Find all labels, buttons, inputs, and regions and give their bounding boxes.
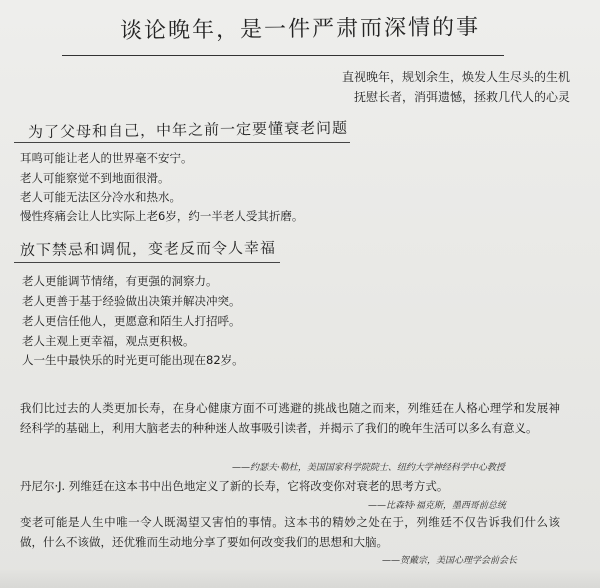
section-1-item: 慢性疼痛会让人比实际上老6岁，约一半老人受其折磨。	[20, 209, 304, 223]
section-2-item: 人一生中最快乐的时光更可能出现在82岁。	[22, 353, 244, 367]
section-2-underline	[14, 262, 280, 263]
tagline-line-2: 抚慰长者，消弭遗憾，拯救几代人的心灵	[353, 90, 570, 104]
quote-3-attribution: ——贺戴宗，美国心理学会前会长	[382, 556, 518, 566]
page-shadow	[0, 568, 600, 588]
quote-1-text: 我们比过去的人类更加长寿，在身心健康方面不可逃避的挑战也随之而来，列维廷在人格心理学和发展神经科学的基础上，利用大脑老去的种种迷人故事吸引读者，并揭示了我们的晚年生活可以多么有意义。	[20, 401, 560, 435]
section-1-item: 耳鸣可能让老人的世界毫不安宁。	[20, 151, 193, 165]
section-1-underline	[14, 142, 350, 143]
section-2-item: 老人更信任他人，更愿意和陌生人打招呼。	[22, 314, 241, 328]
quote-3-text: 变老可能是人生中唯一令人既渴望又害怕的事情。这本书的精妙之处在于，列维廷不仅告诉我们什么该做，什么不该做，还优雅而生动地分享了要如何改变我们的思想和大脑。	[20, 515, 560, 549]
title-underline	[62, 55, 504, 56]
section-2-item: 老人主观上更幸福，观点更积极。	[22, 334, 195, 348]
section-1-heading: 为了父母和自己，中年之前一定要懂衰老问题	[27, 118, 349, 142]
section-1-item: 老人可能无法区分冷水和热水。	[20, 190, 181, 204]
quote-2-text: 丹尼尔·J. 列维廷在这本书中出色地定义了新的长寿，它将改变你对衰老的思考方式。	[20, 479, 449, 493]
page-title: 谈论晚年，是一件严肃而深情的事	[119, 15, 481, 44]
tagline-line-1: 直视晚年，规划余生，焕发人生尽头的生机	[341, 70, 570, 84]
quote-1-attribution: ——约瑟夫·勒杜，美国国家科学院院士、纽约大学神经科学中心教授	[232, 463, 505, 473]
section-2-heading: 放下禁忌和调侃，变老反而令人幸福	[19, 238, 277, 260]
section-1-item: 老人可能察觉不到地面很滑。	[20, 171, 170, 185]
quote-2-attribution: ——比森特·福克斯，墨西哥前总统	[368, 501, 506, 511]
section-2-item: 老人更善于基于经验做出决策并解决冲突。	[22, 294, 241, 308]
section-2-item: 老人更能调节情绪，有更强的洞察力。	[22, 274, 218, 288]
